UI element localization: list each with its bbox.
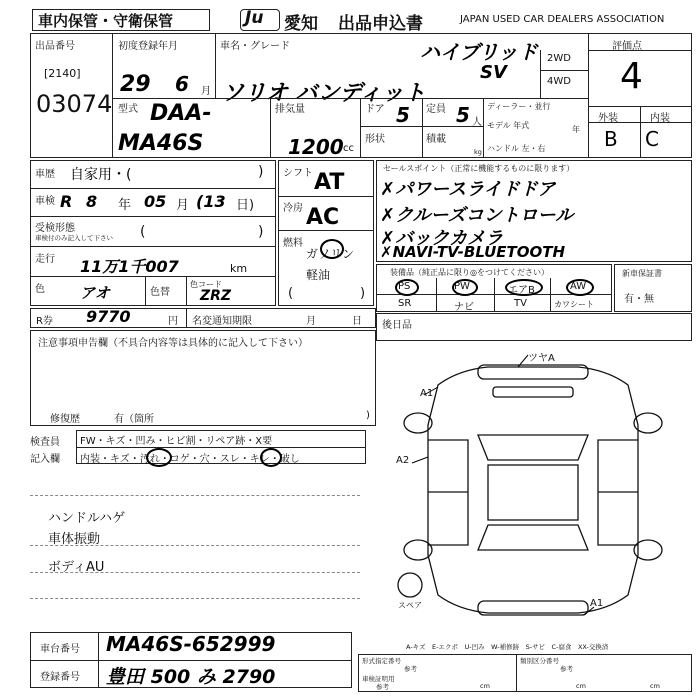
sales-point-4: ✗NAVI-TV-BLUETOOTH xyxy=(380,243,566,261)
model-label: 型式 xyxy=(118,104,138,115)
inspection-day: (13 xyxy=(196,192,226,211)
capacity-value: 5 xyxy=(456,103,470,127)
doors-value: 5 xyxy=(396,103,410,127)
dealer-label: ディーラー・並行 xyxy=(487,102,551,111)
interior-score: C xyxy=(645,127,659,151)
sales-points-label: セールスポイント（正常に機能するものに限ります） xyxy=(383,164,575,173)
fuel-paren-open: ( xyxy=(288,286,294,301)
load-label: 積載 xyxy=(426,134,446,145)
recycle-label: R券 xyxy=(36,316,53,327)
cert-label: 車検証明用 xyxy=(362,675,395,683)
car-name: ソリオ バンディット xyxy=(222,81,426,106)
registration-month: 6 xyxy=(175,72,189,96)
repair-value: 有（箇所 xyxy=(114,414,154,425)
equip-seat: カワシート xyxy=(554,300,594,309)
accepted-label: 受検形態 xyxy=(35,223,75,234)
mileage-unit: km xyxy=(230,262,248,275)
unit-cm-1: cm xyxy=(480,682,490,690)
car-name-label: 車名・グレード xyxy=(220,41,290,52)
color-label: 色 xyxy=(35,284,45,295)
accepted-sub: 車検付のみ記入して下さい xyxy=(35,234,113,242)
inspection-month: 05 xyxy=(144,192,167,211)
grade-score-label: 評価点 xyxy=(612,41,642,52)
spare-label: スペア xyxy=(398,601,422,610)
sales-point-2: ✗クルーズコントロール xyxy=(380,205,574,226)
sales-point-1: ✗パワースライドドア xyxy=(380,179,556,200)
lot-label: 出品番号 xyxy=(35,41,75,52)
chassis-value: MA46S-652999 xyxy=(106,632,276,656)
drive-2wd: 2WD xyxy=(547,53,571,64)
aircon-value: AC xyxy=(306,205,340,230)
equip-airbag: エアB xyxy=(508,285,535,296)
fuel-diesel: 軽油 xyxy=(306,268,331,282)
mileage-value: 11万1千007 xyxy=(80,257,179,276)
checker-label-2: 記入欄 xyxy=(30,454,60,465)
drive-4wd: 4WD xyxy=(547,76,571,87)
capacity-label: 定員 xyxy=(426,104,446,115)
after-sales-block xyxy=(376,313,692,341)
association-name: JAPAN USED CAR DEALERS ASSOCIATION xyxy=(460,14,665,25)
interior-label: 内装 xyxy=(650,113,670,124)
inspection-year-unit: 年 xyxy=(118,198,132,213)
color-code-value: ZRZ xyxy=(200,288,232,304)
logo-mark: Ju xyxy=(245,8,264,28)
checker-circle-1 xyxy=(146,448,172,467)
color-code-label: 色コード xyxy=(190,280,222,289)
displacement-unit: cc xyxy=(343,143,354,154)
exterior-score: B xyxy=(604,127,618,151)
storage-badge-text: 車内保管・守衛保管 xyxy=(38,12,174,30)
equip-ps-circle xyxy=(395,279,419,296)
org-name: 愛知 xyxy=(284,14,318,34)
model-value: DAA- xyxy=(150,101,212,126)
fuel-label: 燃料 xyxy=(283,238,303,249)
color-value: アオ xyxy=(80,284,110,302)
fuel-paren-close: ) xyxy=(360,286,366,301)
equip-pw-circle xyxy=(452,279,478,296)
unit-cm-3: cm xyxy=(650,682,660,690)
warranty-value: 有・無 xyxy=(624,294,654,305)
checker-label-1: 検査員 xyxy=(30,437,60,448)
equip-tv: TV xyxy=(514,298,527,309)
diagram-legend: A-キズ E-エクボ U-凹み W-補修跡 S-サビ C-腐食 XX-交換済 xyxy=(406,643,609,651)
remark-2: 車体振動 xyxy=(48,532,101,547)
shift-value: AT xyxy=(314,170,345,195)
after-sales-label: 後日品 xyxy=(382,320,412,331)
class-label: 類別区分番号 xyxy=(520,657,559,665)
checker-circle-2 xyxy=(260,448,282,467)
car-grade-line2: SV xyxy=(480,62,507,83)
inspection-era: R xyxy=(60,192,73,211)
equipment-label: 装備品（純正品に限り◎をつけてください） xyxy=(390,268,549,277)
warranty-label: 新車保証書 xyxy=(622,269,662,278)
registration-label: 初度登録年月 xyxy=(118,41,178,52)
inspection-day-unit: 日) xyxy=(236,198,255,213)
equip-airbag-circle xyxy=(505,279,543,296)
equip-ps: PS xyxy=(398,281,411,292)
expiry-label: 名変通知期限 xyxy=(192,316,252,327)
expiry-month: 月 xyxy=(306,316,316,327)
capacity-unit: 人 xyxy=(472,117,482,128)
equip-navi: ナビ xyxy=(454,302,474,313)
lot-number: 03074 xyxy=(36,90,113,118)
sales-point-3: ✗バックカメラ xyxy=(380,228,504,249)
shape-label: 形状 xyxy=(365,134,385,145)
model-year-label: モデル 年式 xyxy=(487,121,530,130)
inspection-month-unit: 月 xyxy=(176,198,190,213)
fuel-circle xyxy=(320,239,344,259)
repair-close: ) xyxy=(366,410,370,421)
history-label: 車歴 xyxy=(35,169,55,180)
displacement-value: 1200 xyxy=(288,135,344,159)
grade-score-value: 4 xyxy=(620,56,643,97)
notes-label: 注意事項申告欄（不具合内容等は具体的に記入して下さい） xyxy=(38,338,308,349)
displacement-label: 排気量 xyxy=(275,104,305,115)
load-unit: kg xyxy=(474,148,482,156)
doors-label: ドア xyxy=(365,104,385,115)
history-value: 自家用・( xyxy=(70,167,132,183)
color-swap-label: 色替 xyxy=(150,287,170,298)
history-close: ) xyxy=(258,164,264,180)
equip-aw: AW xyxy=(570,281,587,292)
model-value-2: MA46S xyxy=(118,131,204,156)
expiry-day: 日 xyxy=(352,316,362,327)
form-title: 出品申込書 xyxy=(338,14,423,34)
diagram-label-left: A2 xyxy=(396,455,410,466)
exterior-label: 外装 xyxy=(598,113,618,124)
mileage-label: 走行 xyxy=(35,254,55,265)
diagram-label-top: ツヤA xyxy=(528,353,555,364)
checker-row-1: FW・キズ・凹み・ヒビ割・リペア跡・X要 xyxy=(80,436,273,447)
type-cert-label2: 参考 xyxy=(404,665,417,673)
inspection-year: 8 xyxy=(86,192,98,211)
remark-1: ハンドルハゲ xyxy=(48,511,126,526)
repair-label: 修復歴 xyxy=(50,414,80,425)
equip-aw-circle xyxy=(566,279,594,296)
lot-small-number: [2140] xyxy=(44,67,81,80)
car-grade-line1: ハイブリッド xyxy=(420,40,538,64)
unit-cm-2: cm xyxy=(576,682,586,690)
fuel-gasoline: ガソリン xyxy=(306,247,355,261)
equip-sr: SR xyxy=(398,298,412,309)
diagram-label-rear: A1 xyxy=(590,598,604,609)
inspection-label: 車検 xyxy=(35,196,55,207)
year-unit: 年 xyxy=(572,125,580,134)
diagram-label-front-left: A1 xyxy=(420,388,434,399)
plate-label: 登録番号 xyxy=(40,672,80,683)
equip-pw: PW xyxy=(454,281,470,292)
recycle-unit: 円 xyxy=(168,316,178,327)
aircon-label: 冷房 xyxy=(283,203,303,214)
chassis-label: 車台番号 xyxy=(40,644,80,655)
accepted-close: ) xyxy=(258,224,264,240)
registration-month-unit: 月 xyxy=(201,86,211,97)
accepted-open: ( xyxy=(140,224,146,240)
remark-3: ボディAU xyxy=(48,560,105,575)
shift-label: シフト xyxy=(283,168,313,179)
checker-row-2: 内装・キズ・汚れ・コゲ・穴・スレ・キレ・破し xyxy=(80,454,300,465)
class-label2: 参考 xyxy=(560,665,573,673)
handle-label: ハンドル 左・右 xyxy=(487,144,546,153)
registration-year: 29 xyxy=(120,72,151,97)
type-cert-label: 形式指定番号 xyxy=(362,657,401,665)
plate-value: 豊田 500 み 2790 xyxy=(106,666,276,688)
cert-label2: 参考 xyxy=(376,683,389,691)
recycle-value: 9770 xyxy=(86,307,131,326)
